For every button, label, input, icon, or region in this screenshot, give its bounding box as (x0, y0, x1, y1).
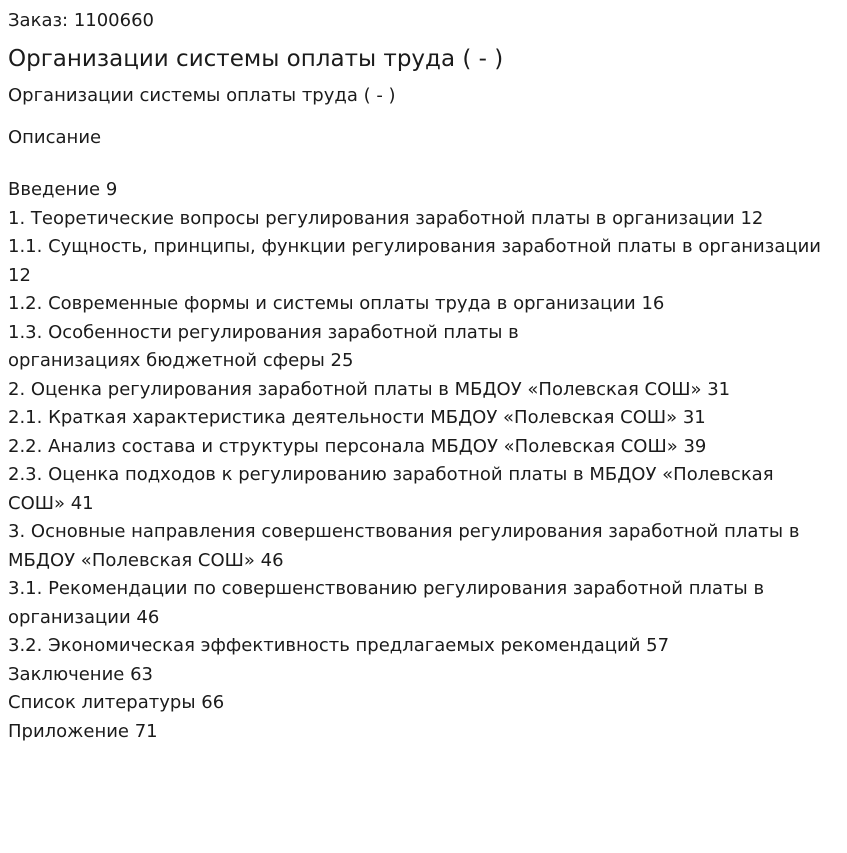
toc-item: 1.1. Сущность, принципы, функции регулирования заработной платы в организации 12 (8, 236, 822, 286)
toc-item: Заключение 63 (8, 663, 153, 685)
toc-item: 1. Теоретические вопросы регулирования заработной платы в организации 12 (8, 207, 764, 229)
toc-item-line: 1.3. Особенности регулирования заработной платы в (8, 321, 519, 343)
toc-item: 2.3. Оценка подходов к регулированию заработной платы в МБДОУ «Полевская СОШ» 41 (8, 464, 774, 514)
toc-item: 2.2. Анализ состава и структуры персонала МБДОУ «Полевская СОШ» 39 (8, 435, 707, 457)
toc-item: 2.1. Краткая характеристика деятельности МБДОУ «Полевская СОШ» 31 (8, 407, 706, 428)
toc-item: 3. Основные направления совершенствования регулирования заработной платы в МБДОУ «Полевская СОШ» 46 (8, 521, 800, 571)
page-title: Организации системы оплаты труда ( - ) (8, 46, 504, 72)
toc-item: 2. Оценка регулирования заработной платы в МБДОУ «Полевская СОШ» 31 (8, 378, 731, 400)
toc-item: 1.2. Современные формы и системы оплаты труда в организации 16 (8, 293, 665, 314)
toc-item: Приложение 71 (8, 720, 158, 742)
toc-item: 3.2. Экономическая эффективность предлагаемых рекомендаций 57 (8, 635, 670, 656)
toc-item-line: организациях бюджетной сферы 25 (8, 350, 354, 371)
toc-item: 3.1. Рекомендации по совершенствованию регулирования заработной платы в организации 46 (8, 578, 765, 628)
table-of-contents (8, 176, 833, 746)
description-heading: Описание (8, 127, 102, 148)
toc-item (8, 319, 833, 376)
toc-item: Список литературы 66 (8, 692, 225, 713)
toc-item: Введение 9 (8, 179, 118, 200)
order-number: Заказ: 1100660 (8, 10, 154, 31)
page-subtitle: Организации системы оплаты труда ( - ) (8, 85, 396, 106)
